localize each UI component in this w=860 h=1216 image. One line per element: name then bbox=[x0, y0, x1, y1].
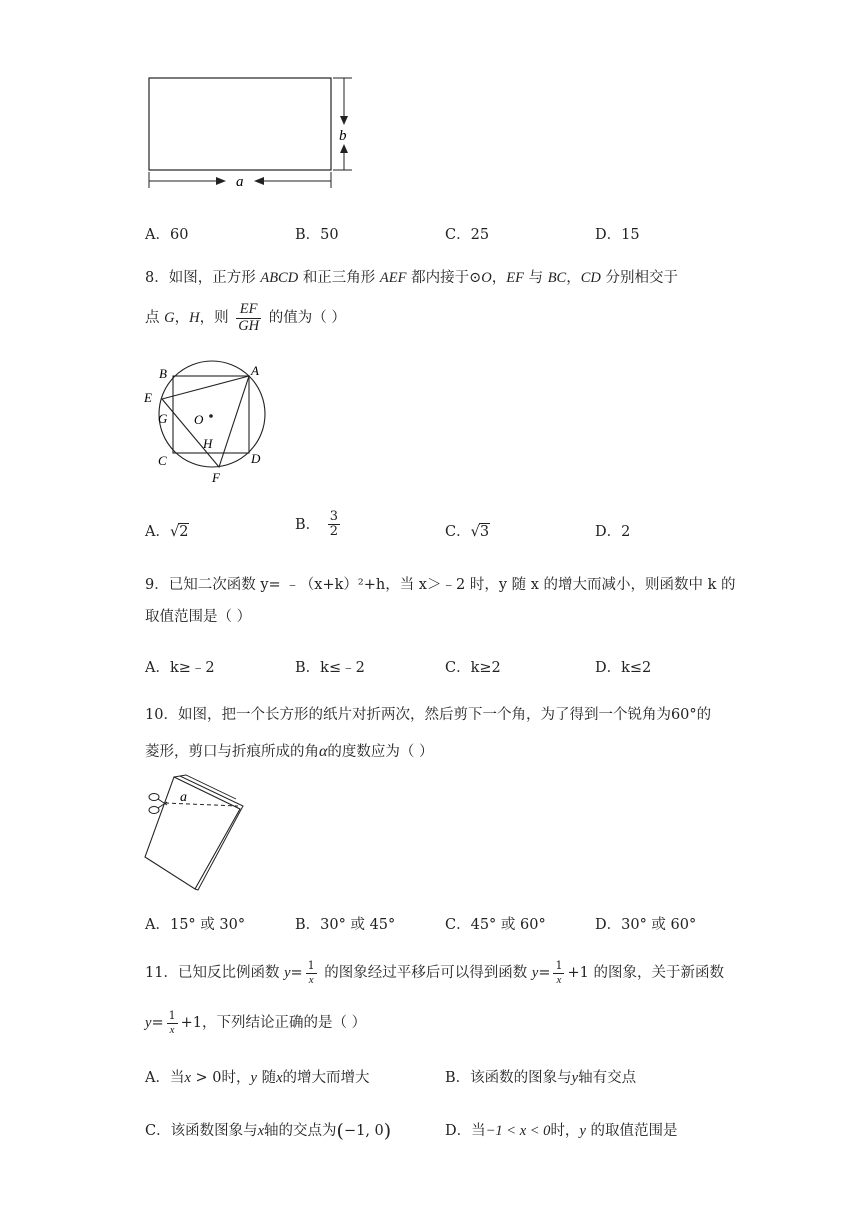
arrow-left-icon bbox=[254, 177, 264, 185]
q8-label-g: G bbox=[158, 411, 168, 426]
arrow-right-icon bbox=[216, 177, 226, 185]
q9-option-d[interactable]: D．k≤2 bbox=[595, 660, 652, 676]
q8-label-c: C bbox=[158, 453, 167, 468]
arrow-up-icon bbox=[340, 144, 348, 153]
q8-label-b: B bbox=[159, 366, 167, 381]
q7-rectangle bbox=[149, 78, 331, 170]
q8-option-c[interactable]: C．√3 bbox=[445, 524, 490, 540]
q8-option-d[interactable]: D．2 bbox=[595, 524, 631, 540]
q11-stem-line1: 11．已知反比例函数 y= $\frac{1}{x}$ 的图象经过平移后可以得到函数 y= $\frac{1}{x}$ +1 的图象，关于新函数 bbox=[145, 959, 724, 986]
q11-stem-line2: y= $\frac{1}{x}$ +1，下列结论正确的是（ ） bbox=[145, 1009, 367, 1036]
q8-stem-line2: 点 G，H，则 $\frac{EF}{GH}$ 的值为（ ） bbox=[145, 300, 346, 334]
q11-option-b[interactable]: B．该函数的图象与y轴有交点 bbox=[445, 1070, 637, 1086]
q10-option-b[interactable]: B．30° 或 45° bbox=[295, 917, 396, 933]
q8-label-f: F bbox=[212, 470, 220, 485]
q8-label-a: A bbox=[251, 363, 259, 378]
q8-center-point bbox=[209, 414, 213, 418]
q10-folded-paper-figure bbox=[140, 772, 250, 894]
q11-option-c[interactable]: C．该函数图象与x轴的交点为(−1, 0) bbox=[145, 1120, 392, 1142]
q10-option-d[interactable]: D．30° 或 60° bbox=[595, 917, 697, 933]
q11-option-a[interactable]: A．当x > 0时，y 随x的增大而增大 bbox=[145, 1070, 370, 1086]
q7-label-a: a bbox=[236, 174, 244, 190]
q10-stem-line2: 菱形，剪口与折痕所成的角α的度数应为（ ） bbox=[145, 743, 434, 760]
q7-option-a[interactable]: A．60 bbox=[145, 227, 189, 243]
q8-option-b[interactable]: B． $\frac{3}{2}$ bbox=[295, 509, 339, 540]
q10-label-alpha: a bbox=[180, 790, 187, 805]
q8-label-h: H bbox=[203, 436, 213, 451]
q8-fraction: $\frac{EF}{GH}$ bbox=[238, 300, 260, 334]
q9-stem-line1: 9．已知二次函数 y= ﹣（x+k）²+h，当 x＞﹣2 时，y 随 x 的增大而减小，则函数中 k 的 bbox=[145, 577, 736, 593]
q9-option-b[interactable]: B．k≤﹣2 bbox=[295, 660, 365, 676]
q10-option-c[interactable]: C．45° 或 60° bbox=[445, 917, 546, 933]
q11-option-d[interactable]: D．当−1 < x < 0时，y 的取值范围是 bbox=[445, 1123, 678, 1139]
q9-stem-line2: 取值范围是（ ） bbox=[145, 609, 252, 625]
q8-label-o: O bbox=[194, 412, 204, 427]
q7-label-b: b bbox=[339, 128, 347, 144]
q7-rectangle-figure bbox=[140, 72, 365, 197]
q9-option-a[interactable]: A．k≥﹣2 bbox=[145, 660, 215, 676]
q8-stem-line1: 8．如图，正方形 ABCD 和正三角形 AEF 都内接于⊙O，EF 与 BC，CD 分别相交于 bbox=[145, 270, 678, 286]
q10-stem-line1: 10．如图，把一个长方形的纸片对折两次，然后剪下一个角，为了得到一个锐角为60°的 bbox=[145, 707, 712, 723]
arrow-down-icon bbox=[340, 116, 348, 125]
q8-label-d: D bbox=[251, 451, 261, 466]
q8-circle-figure bbox=[140, 358, 270, 488]
q8-option-a[interactable]: A．√2 bbox=[145, 524, 189, 540]
q7-option-d[interactable]: D．15 bbox=[595, 227, 640, 243]
q10-option-a[interactable]: A．15° 或 30° bbox=[145, 917, 246, 933]
q8-label-e: E bbox=[144, 390, 152, 405]
q7-option-c[interactable]: C．25 bbox=[445, 227, 490, 243]
q9-option-c[interactable]: C．k≥2 bbox=[445, 660, 501, 676]
q7-option-b[interactable]: B．50 bbox=[295, 227, 339, 243]
